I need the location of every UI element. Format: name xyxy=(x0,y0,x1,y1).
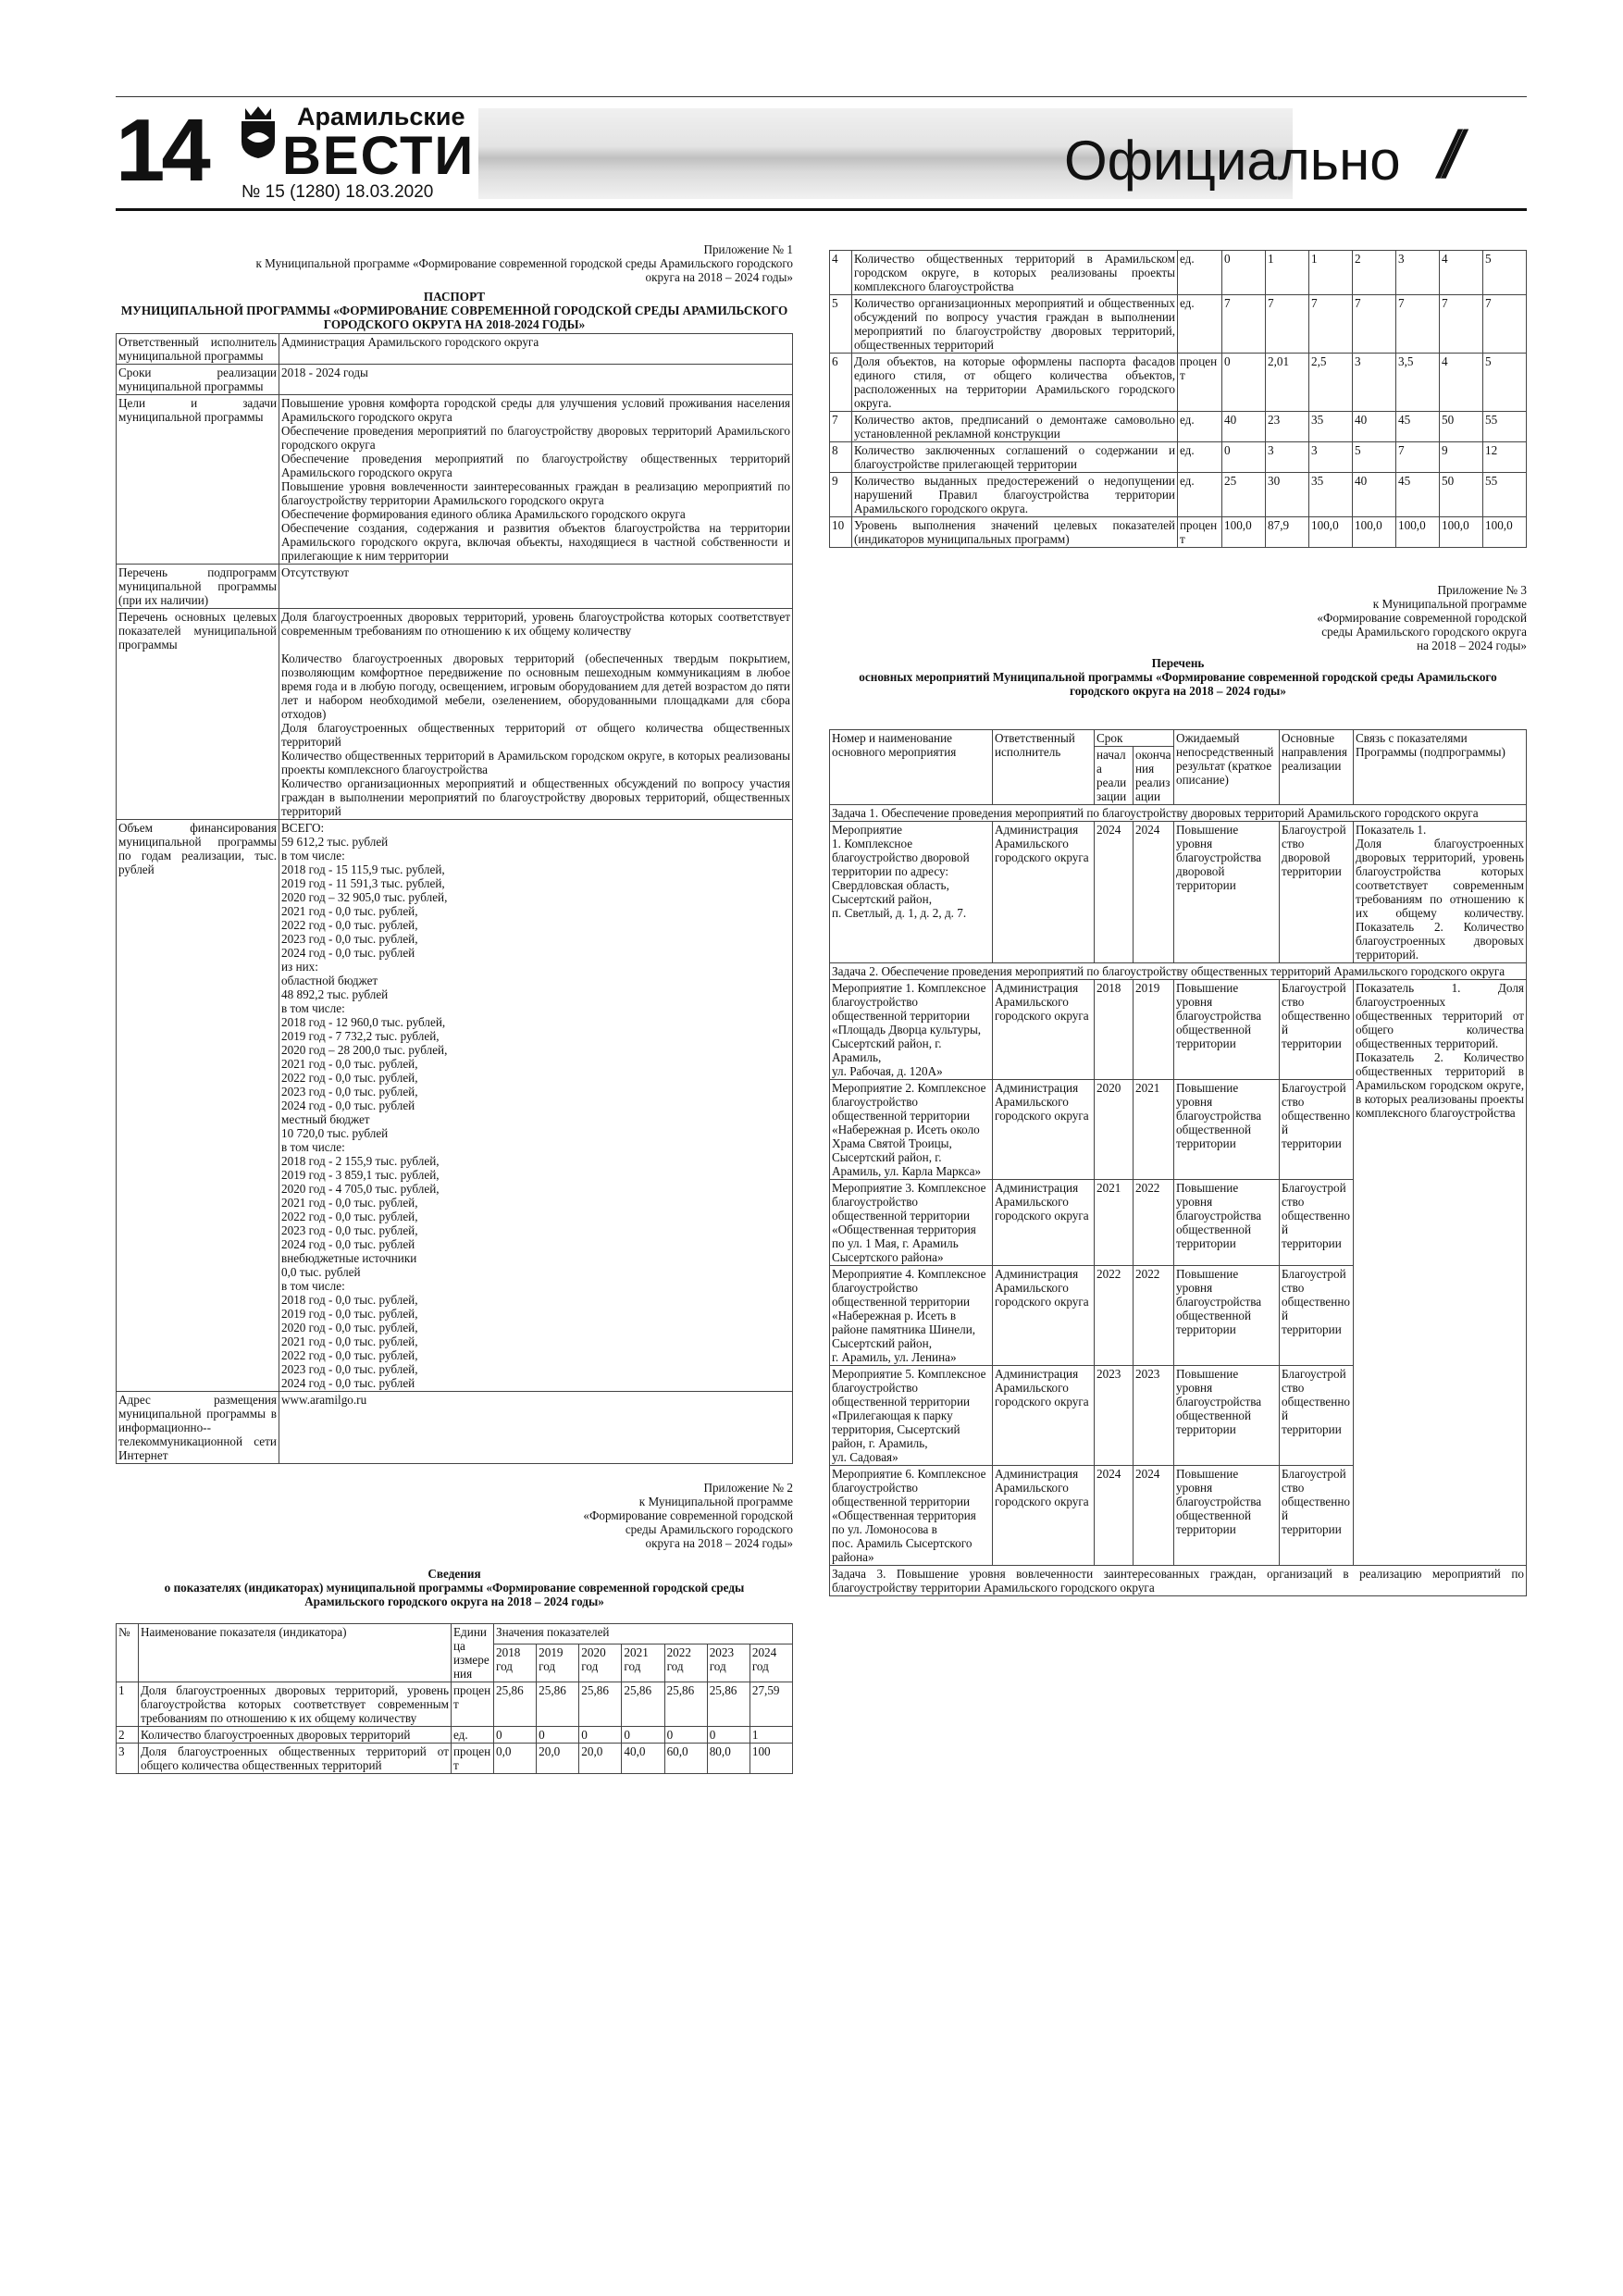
table-row xyxy=(117,565,793,609)
ind-head-unit: Единица измерения xyxy=(452,1624,494,1682)
ind-value: 25,86 xyxy=(622,1682,664,1727)
ind-num: 3 xyxy=(117,1744,139,1774)
table-row xyxy=(830,517,1527,548)
ind-value: 25,86 xyxy=(579,1682,622,1727)
ind-value: 100 xyxy=(750,1744,792,1774)
ind-value: 5 xyxy=(1483,251,1527,295)
appendix3-title: Перечень основных мероприятий Муниципальной программы «Формирование современной городской среды Арамильского городского округа на 2018 – 2024 годы» xyxy=(859,656,1497,698)
ind-value: 1 xyxy=(750,1727,792,1744)
table-row xyxy=(830,442,1527,473)
ind-name: Количество заключенных соглашений о содержании и благоустройстве прилегающей территории xyxy=(852,442,1178,473)
ind-num: 9 xyxy=(830,473,852,517)
ind-value: 7 xyxy=(1440,295,1483,354)
ind-unit: ед. xyxy=(1178,251,1222,295)
task-text: Задача 3. Повышение уровня вовлеченности заинтересованных граждан, организаций в реализацию мероприятий по благоустройству территории Арамильского городского округа xyxy=(830,1566,1527,1596)
ind-value: 25,86 xyxy=(537,1682,579,1727)
table-row xyxy=(117,334,793,365)
ind-unit: ед. xyxy=(452,1727,494,1744)
masthead-rule xyxy=(116,208,1527,211)
ind-name: Количество актов, предписаний о демонтаже самовольно установленной рекламной конструкции xyxy=(852,412,1178,442)
meas-head-exec: Ответственный исполнитель xyxy=(993,730,1095,805)
meas-head-end: окончания реализации xyxy=(1134,747,1174,805)
ind-num: 5 xyxy=(830,295,852,354)
ind-value: 7 xyxy=(1309,295,1353,354)
measure-direction: Благоустройство общественной территории xyxy=(1280,1366,1354,1466)
measure-exec: Администрация Арамильского городского округа xyxy=(993,1080,1095,1180)
ind-name: Доля благоустроенных дворовых территорий, уровень благоустройства которых соответствует современным требованиям по отношению к их общему количеству xyxy=(139,1682,452,1727)
ind-value: 35 xyxy=(1309,473,1353,517)
ind-value: 7 xyxy=(1222,295,1266,354)
measure-start: 2022 xyxy=(1095,1266,1134,1366)
measure-result: Повышение уровня благоустройства общественной территории xyxy=(1174,1466,1280,1566)
ind-value: 100,0 xyxy=(1222,517,1266,548)
ind-num: 2 xyxy=(117,1727,139,1744)
section-title: Официально xyxy=(1064,130,1401,192)
table-row xyxy=(117,1727,793,1744)
measure-end: 2022 xyxy=(1134,1180,1174,1266)
measure-direction: Благоустройство общественной территории xyxy=(1280,980,1354,1080)
ind-value: 3 xyxy=(1396,251,1440,295)
passport-value: Доля благоустроенных дворовых территорий, уровень благоустройства которых соответствует современным требованиям по отношению к их общему количеству Количество благоустроенных дворовых территорий (обеспеченных твердым покрытием, позволяющим комфортное передвижение по основным пешеходным коммуникациям в любое время года и в любую погоду, освещением, игровым оборудованием для детей возрастом до пяти лет и набором необходимой мебели, озеленением, оборудованными площадками для сбора отходов) Доля благоустроенных общественных территорий от общего количества общественных территорий Количество общественных территорий в Арамильском городском округе, в которых реализованы проекты комплексного благоустройства Количество организационных мероприятий и общественных обсуждений по вопросу участия граждан в выполнении мероприятий по благоустройству дворовых территорий, общественных территорий xyxy=(279,609,793,820)
ind-value: 100,0 xyxy=(1483,517,1527,548)
ind-value: 5 xyxy=(1483,354,1527,412)
passport-value: www.aramilgo.ru xyxy=(279,1392,793,1464)
passport-label: Объем финансирования муниципальной программы по годам реализации, тыс. рублей xyxy=(117,820,279,1392)
ind-value: 4 xyxy=(1440,354,1483,412)
ind-value: 7 xyxy=(1483,295,1527,354)
measure-end: 2024 xyxy=(1134,822,1174,963)
measure-end: 2023 xyxy=(1134,1366,1174,1466)
table-row xyxy=(117,1744,793,1774)
measure-result: Повышение уровня благоустройства общественной территории xyxy=(1174,1266,1280,1366)
ind-value: 0 xyxy=(622,1727,664,1744)
ind-value: 7 xyxy=(1266,295,1309,354)
passport-value: Отсутствуют xyxy=(279,565,793,609)
passport-value: Повышение уровня комфорта городской среды для улучшения условий проживания населения Арамильского городского округа Обеспечение проведения мероприятий по благоустройству дворовых территорий Арамильского городского округа Обеспечение проведения мероприятий по благоустройству общественных территорий Арамильского городского округа Повышение уровня вовлеченности заинтересованных граждан в реализацию мероприятий по благоустройству территории Арамильского городского округа Обеспечение формирования единого облика Арамильского городского округа Обеспечение создания, содержания и развития объектов благоустройства на территории Арамильского городского округа, включая объекты, находящиеся в частной собственности и прилегающие к ним территории xyxy=(279,395,793,565)
ind-value: 30 xyxy=(1266,473,1309,517)
ind-unit: ед. xyxy=(1178,473,1222,517)
ind-year-header: 2020 год xyxy=(579,1644,622,1682)
measure-name: Мероприятие 3. Комплексное благоустройство общественной территории «Общественная территория по ул. 1 Мая, г. Арамиль Сысертского района» xyxy=(830,1180,993,1266)
ind-unit: процент xyxy=(452,1744,494,1774)
ind-value: 80,0 xyxy=(707,1744,750,1774)
ind-name: Количество организационных мероприятий и общественных обсуждений по вопросу участия граждан в выполнении мероприятий по благоустройству дворовых территорий, общественных территорий xyxy=(852,295,1178,354)
section-slashes: // xyxy=(1439,118,1451,192)
passport-label: Адрес размещения муниципальной программы в информационно--телекоммуникационной сети Интернет xyxy=(117,1392,279,1464)
ind-value: 0 xyxy=(707,1727,750,1744)
ind-value: 7 xyxy=(1353,295,1396,354)
ind-value: 25 xyxy=(1222,473,1266,517)
ind-value: 87,9 xyxy=(1266,517,1309,548)
ind-value: 0 xyxy=(1222,251,1266,295)
ind-head-values: Значения показателей xyxy=(494,1624,793,1644)
measure-direction: Благоустройство общественной территории xyxy=(1280,1180,1354,1266)
ind-value: 3 xyxy=(1353,354,1396,412)
ind-value: 0 xyxy=(1222,354,1266,412)
ind-value: 4 xyxy=(1440,251,1483,295)
meas-head-dir: Основные направления реализации xyxy=(1280,730,1354,805)
table-row xyxy=(830,295,1527,354)
ind-value: 3 xyxy=(1266,442,1309,473)
task-2-row xyxy=(830,963,1527,980)
passport-table xyxy=(116,333,793,1464)
passport-label: Ответственный исполнитель муниципальной программы xyxy=(117,334,279,365)
meas-head-name: Номер и наименование основного мероприятия xyxy=(830,730,993,805)
ind-year-header: 2021 год xyxy=(622,1644,664,1682)
table-row xyxy=(117,365,793,395)
measure-end: 2019 xyxy=(1134,980,1174,1080)
ind-value: 45 xyxy=(1396,473,1440,517)
passport-label: Перечень подпрограмм муниципальной программы (при их наличии) xyxy=(117,565,279,609)
meas-head-start: начала реализации xyxy=(1095,747,1134,805)
ind-num: 4 xyxy=(830,251,852,295)
ind-value: 25,86 xyxy=(707,1682,750,1727)
measure-name: Мероприятие 2. Комплексное благоустройство общественной территории «Набережная р. Исеть около Храма Святой Троицы, Сысертский район, г. Арамиль, ул. Карла Маркса» xyxy=(830,1080,993,1180)
ind-value: 3,5 xyxy=(1396,354,1440,412)
passport-label: Сроки реализации муниципальной программы xyxy=(117,365,279,395)
measure-end: 2022 xyxy=(1134,1266,1174,1366)
ind-value: 40,0 xyxy=(622,1744,664,1774)
ind-num: 10 xyxy=(830,517,852,548)
ind-value: 45 xyxy=(1396,412,1440,442)
ind-value: 0 xyxy=(537,1727,579,1744)
ind-value: 25,86 xyxy=(494,1682,537,1727)
passport-label: Цели и задачи муниципальной программы xyxy=(117,395,279,565)
page-number: 14 xyxy=(116,101,207,200)
measure-direction: Благоустройство общественной территории xyxy=(1280,1466,1354,1566)
ind-num: 1 xyxy=(117,1682,139,1727)
measure-start: 2020 xyxy=(1095,1080,1134,1180)
ind-name: Доля объектов, на которые оформлены паспорта фасадов единого стиля, от общего количества объектов, расположенных на территории Арамильского городского округа. xyxy=(852,354,1178,412)
left-column xyxy=(116,242,793,1774)
ind-name: Количество выданных предостережений о недопущении нарушений Правил благоустройства территории Арамильского городского округа. xyxy=(852,473,1178,517)
ind-unit: процент xyxy=(1178,517,1222,548)
passport-value: Администрация Арамильского городского округа xyxy=(279,334,793,365)
appendix1-caption: Приложение № 1 к Муниципальной программе «Формирование современной городской среды Арамильского городского округа на 2018 – 2024 годы» xyxy=(255,242,793,284)
ind-value: 55 xyxy=(1483,473,1527,517)
measure-start: 2024 xyxy=(1095,1466,1134,1566)
ind-value: 23 xyxy=(1266,412,1309,442)
ind-value: 2 xyxy=(1353,251,1396,295)
ind-value: 0 xyxy=(494,1727,537,1744)
city-crest-icon xyxy=(238,105,279,160)
ind-value: 1 xyxy=(1266,251,1309,295)
ind-value: 25,86 xyxy=(664,1682,707,1727)
ind-value: 0 xyxy=(1222,442,1266,473)
table-row xyxy=(117,1392,793,1464)
measure-start: 2021 xyxy=(1095,1180,1134,1266)
measure-link: Показатель 1. Доля благоустроенных дворовых территорий, уровень благоустройства которых соответствует современным требованиям по отношению к их общему количеству. Показатель 2. Количество благоустроенных дворовых территорий. xyxy=(1354,822,1527,963)
table-row xyxy=(117,1682,793,1727)
ind-value: 7 xyxy=(1396,295,1440,354)
ind-year-header: 2024 год xyxy=(750,1644,792,1682)
ind-value: 12 xyxy=(1483,442,1527,473)
measure-result: Повышение уровня благоустройства общественной территории xyxy=(1174,1180,1280,1266)
ind-value: 5 xyxy=(1353,442,1396,473)
ind-name: Количество общественных территорий в Арамильском городском округе, в которых реализованы проекты комплексного благоустройства xyxy=(852,251,1178,295)
ind-value: 9 xyxy=(1440,442,1483,473)
ind-value: 40 xyxy=(1222,412,1266,442)
measure-name: Мероприятие 5. Комплексное благоустройство общественной территории «Прилегающая к парку территория, Сысертский район, г. Арамиль, ул. Садовая» xyxy=(830,1366,993,1466)
ind-value: 100,0 xyxy=(1353,517,1396,548)
ind-name: Количество благоустроенных дворовых территорий xyxy=(139,1727,452,1744)
meas-head-term: Срок xyxy=(1095,730,1174,747)
ind-value: 50 xyxy=(1440,412,1483,442)
measure-result: Повышение уровня благоустройства общественной территории xyxy=(1174,980,1280,1080)
measure-start: 2024 xyxy=(1095,822,1134,963)
ind-value: 20,0 xyxy=(579,1744,622,1774)
table-row xyxy=(830,473,1527,517)
task-text: Задача 2. Обеспечение проведения мероприятий по благоустройству общественных территорий Арамильского городского округа xyxy=(830,963,1527,980)
ind-value: 0 xyxy=(664,1727,707,1744)
measure-name: Мероприятие 1. Комплексное благоустройство дворовой территории по адресу: Свердловская область, Сысертский район, п. Светлый, д. 1, д. 2, д. 7. xyxy=(830,822,993,963)
ind-year-header: 2019 год xyxy=(537,1644,579,1682)
task-3-row xyxy=(830,1566,1527,1596)
ind-value: 2,5 xyxy=(1309,354,1353,412)
ind-name: Уровень выполнения значений целевых показателей (индикаторов муниципальных программ) xyxy=(852,517,1178,548)
appendix2-title: Сведения о показателях (индикаторах) муниципальной программы «Формирование современной городской среды Арамильского городского округа на 2018 – 2024 годы» xyxy=(164,1567,745,1608)
task-text: Задача 1. Обеспечение проведения мероприятий по благоустройству дворовых территорий Арамильского городского округа xyxy=(830,805,1527,822)
task-1-row xyxy=(830,805,1527,822)
table-row xyxy=(117,609,793,820)
ind-unit: процент xyxy=(1178,354,1222,412)
ind-value: 0 xyxy=(579,1727,622,1744)
table-row xyxy=(117,820,793,1392)
passport-value: ВСЕГО: 59 612,2 тыс. рублей в том числе: 2018 год - 15 115,9 тыс. рублей, 2019 год - 11 591,3 тыс. рублей, 2020 год – 32 905,0 тыс. рублей, 2021 год - 0,0 тыс. рублей, 2022 год - 0,0 тыс. рублей, 2023 год - 0,0 тыс. рублей, 2024 год - 0,0 тыс. рублей из них: областной бюджет 48 892,2 тыс. рублей в том числе: 2018 год - 12 960,0 тыс. рублей, 2019 год - 7 732,2 тыс. рублей, 2020 год – 28 200,0 тыс. рублей, 2021 год - 0,0 тыс. рублей, 2022 год - 0,0 тыс. рублей, 2023 год - 0,0 тыс. рублей, 2024 год - 0,0 тыс. рублей местный бюджет 10 720,0 тыс. рублей в том числе: 2018 год - 2 155,9 тыс. рублей, 2019 год - 3 859,1 тыс. рублей, 2020 год - 4 705,0 тыс. рублей, 2021 год - 0,0 тыс. рублей, 2022 год - 0,0 тыс. рублей, 2023 год - 0,0 тыс. рублей, 2024 год - 0,0 тыс. рублей внебюджетные источники 0,0 тыс. рублей в том числе: 2018 год - 0,0 тыс. рублей, 2019 год - 0,0 тыс. рублей, 2020 год - 0,0 тыс. рублей, 2021 год - 0,0 тыс. рублей, 2022 год - 0,0 тыс. рублей, 2023 год - 0,0 тыс. рублей, 2024 год - 0,0 тыс. рублей xyxy=(279,820,793,1392)
ind-num: 7 xyxy=(830,412,852,442)
meas-head-link: Связь с показателями Программы (подпрограммы) xyxy=(1354,730,1527,805)
ind-unit: ед. xyxy=(1178,412,1222,442)
ind-value: 2,01 xyxy=(1266,354,1309,412)
measure-result: Повышение уровня благоустройства дворовой территории xyxy=(1174,822,1280,963)
measure-exec: Администрация Арамильского городского округа xyxy=(993,1466,1095,1566)
ind-value: 100,0 xyxy=(1440,517,1483,548)
ind-value: 40 xyxy=(1353,473,1396,517)
ind-head-num: № xyxy=(117,1624,139,1682)
measure-exec: Администрация Арамильского городского округа xyxy=(993,1266,1095,1366)
measure-direction: Благоустройство дворовой территории xyxy=(1280,822,1354,963)
ind-year-header: 2022 год xyxy=(664,1644,707,1682)
ind-value: 100,0 xyxy=(1396,517,1440,548)
meas-head-result: Ожидаемый непосредственный результат (краткое описание) xyxy=(1174,730,1280,805)
measure-result: Повышение уровня благоустройства общественной территории xyxy=(1174,1080,1280,1180)
measure-name: Мероприятие 1. Комплексное благоустройство общественной территории «Площадь Дворца культуры, Сысертский район, г. Арамиль, ул. Рабочая, д. 120А» xyxy=(830,980,993,1080)
right-column xyxy=(829,250,1527,1596)
appendix1-title: ПАСПОРТ МУНИЦИПАЛЬНОЙ ПРОГРАММЫ «ФОРМИРОВАНИЕ СОВРЕМЕННОЙ ГОРОДСКОЙ СРЕДЫ АРАМИЛЬСКОГО ГОРОДСКОГО ОКРУГА НА 2018-2024 ГОДЫ» xyxy=(120,290,788,331)
measure-exec: Администрация Арамильского городского округа xyxy=(993,980,1095,1080)
measure-direction: Благоустройство общественной территории xyxy=(1280,1266,1354,1366)
indicators-table-continued xyxy=(829,250,1527,548)
passport-value: 2018 - 2024 годы xyxy=(279,365,793,395)
appendix2-caption: Приложение № 2 к Муниципальной программе «Формирование современной городской среды Арамильского городского округа на 2018 – 2024 годы» xyxy=(583,1481,793,1550)
ind-value: 27,59 xyxy=(750,1682,792,1727)
ind-value: 35 xyxy=(1309,412,1353,442)
passport-label: Перечень основных целевых показателей муниципальной программы xyxy=(117,609,279,820)
table-row xyxy=(830,822,1527,963)
issue-info: № 15 (1280) 18.03.2020 xyxy=(242,182,434,202)
measure-start: 2018 xyxy=(1095,980,1134,1080)
measure-direction: Благоустройство общественной территории xyxy=(1280,1080,1354,1180)
ind-value: 7 xyxy=(1396,442,1440,473)
table-row xyxy=(830,251,1527,295)
measures-table xyxy=(829,729,1527,1596)
ind-unit: процент xyxy=(452,1682,494,1727)
ind-num: 8 xyxy=(830,442,852,473)
ind-value: 40 xyxy=(1353,412,1396,442)
ind-name: Доля благоустроенных общественных территорий от общего количества общественных территорий xyxy=(139,1744,452,1774)
measure-exec: Администрация Арамильского городского округа xyxy=(993,1180,1095,1266)
measure-name: Мероприятие 6. Комплексное благоустройство общественной территории «Общественная территория по ул. Ломоносова в пос. Арамиль Сысертского района» xyxy=(830,1466,993,1566)
table-row xyxy=(117,395,793,565)
table-row xyxy=(830,354,1527,412)
ind-num: 6 xyxy=(830,354,852,412)
measure-start: 2023 xyxy=(1095,1366,1134,1466)
measure-result: Повышение уровня благоустройства общественной территории xyxy=(1174,1366,1280,1466)
measure-link: Показатель 1. Доля благоустроенных общественных территорий от общего количества общественных территорий. Показатель 2. Количество общественных территорий в Арамильском городском округе, в которых реализованы проекты комплексного благоустройства xyxy=(1354,980,1527,1566)
ind-value: 20,0 xyxy=(537,1744,579,1774)
measure-end: 2021 xyxy=(1134,1080,1174,1180)
measure-exec: Администрация Арамильского городского округа xyxy=(993,1366,1095,1466)
ind-value: 55 xyxy=(1483,412,1527,442)
ind-unit: ед. xyxy=(1178,442,1222,473)
appendix3-caption: Приложение № 3 к Муниципальной программе «Формирование современной городской среды Арамильского городского округа на 2018 – 2024 годы» xyxy=(1317,583,1527,652)
ind-value: 1 xyxy=(1309,251,1353,295)
ind-value: 50 xyxy=(1440,473,1483,517)
masthead xyxy=(116,97,1527,208)
brand-line-1: Арамильские xyxy=(297,103,465,130)
ind-unit: ед. xyxy=(1178,295,1222,354)
measure-end: 2024 xyxy=(1134,1466,1174,1566)
ind-head-name: Наименование показателя (индикатора) xyxy=(139,1624,452,1682)
table-row xyxy=(830,980,1527,1080)
measure-name: Мероприятие 4. Комплексное благоустройство общественной территории «Набережная р. Исеть в районе памятника Шинели, Сысертский район, г. Арамиль, ул. Ленина» xyxy=(830,1266,993,1366)
measure-exec: Администрация Арамильского городского округа xyxy=(993,822,1095,963)
ind-value: 3 xyxy=(1309,442,1353,473)
indicators-table xyxy=(116,1623,793,1774)
ind-year-header: 2018 год xyxy=(494,1644,537,1682)
ind-value: 0,0 xyxy=(494,1744,537,1774)
ind-value: 100,0 xyxy=(1309,517,1353,548)
brand-line-2: ВЕСТИ xyxy=(282,126,476,186)
ind-value: 60,0 xyxy=(664,1744,707,1774)
ind-year-header: 2023 год xyxy=(707,1644,750,1682)
table-row xyxy=(830,412,1527,442)
